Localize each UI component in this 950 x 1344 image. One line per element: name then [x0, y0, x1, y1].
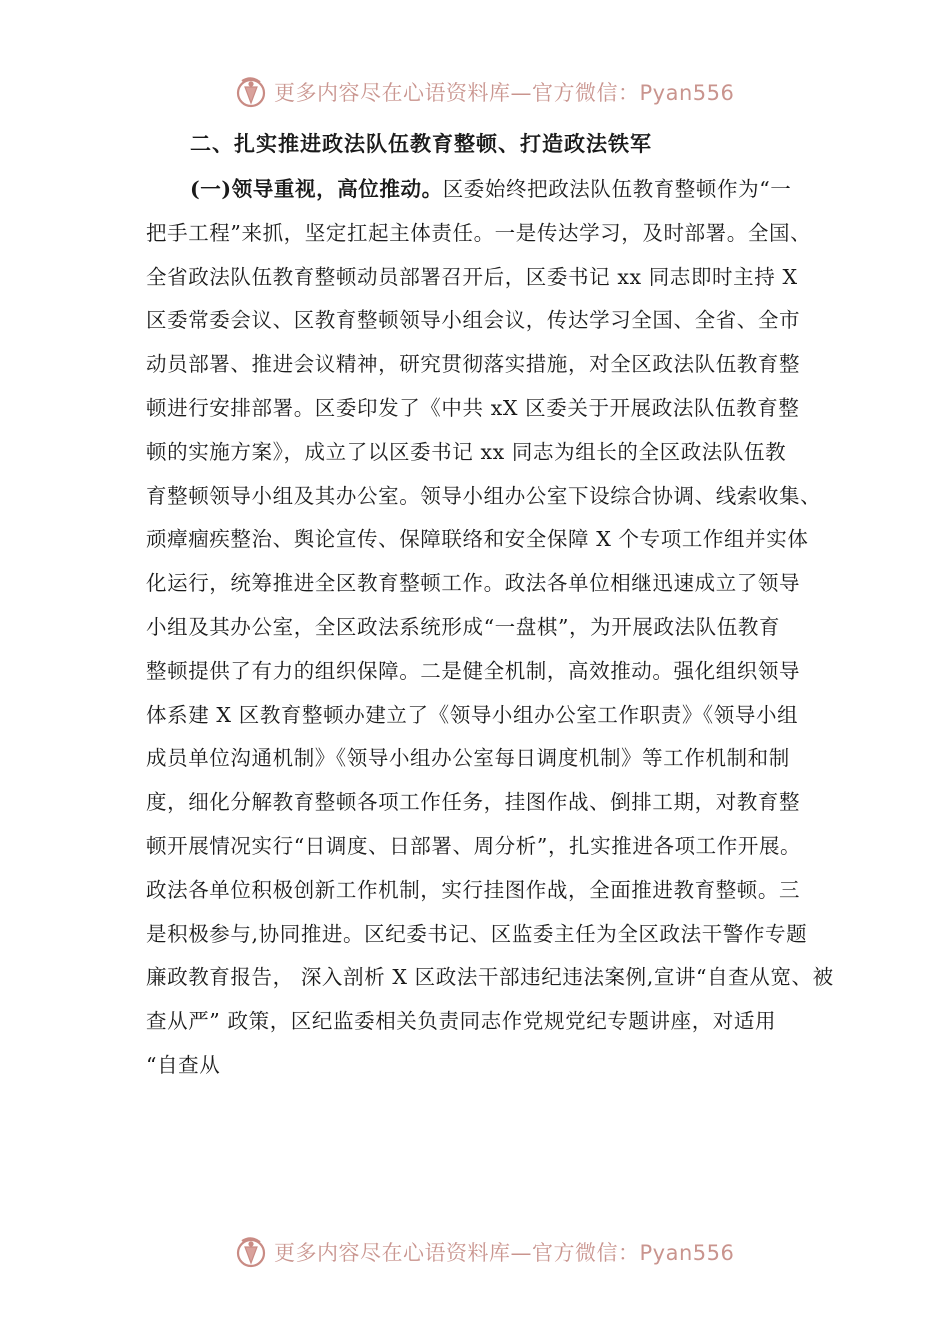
watermark-text: 更多内容尽在心语资料库—官方微信：Pyan556	[274, 1241, 735, 1265]
paragraph-line: 是积极参与,协同推进。区纪委书记、区监委主任为全区政法干警作专题	[146, 921, 808, 946]
paragraph-line: 顽瘴痼疾整治、舆论宣传、保障联络和安全保障 X 个专项工作组并实体	[146, 527, 809, 552]
watermark-text: 更多内容尽在心语资料库—官方微信：Pyan556	[274, 81, 735, 105]
paragraph-line: 整顿提供了有力的组织保障。二是健全机制，高效推动。强化组织领导	[146, 658, 801, 683]
footer-watermark	[232, 1232, 752, 1272]
paragraph-line: 廉政教育报告， 深入剖析 X 区政法干部违纪违法案例,宣讲“自查从宽、被	[146, 965, 834, 990]
paragraph-line: 全省政法队伍教育整顿动员部署召开后，区委书记 xx 同志即时主持 X	[146, 264, 798, 289]
paragraph-line: “自查从	[146, 1052, 221, 1077]
paragraph-line: 顿的实施方案》，成立了以区委书记 xx 同志为组长的全区政法队伍教	[146, 439, 787, 464]
paragraph-line: 顿进行安排部署。区委印发了《中共 xX 区委关于开展政法队伍教育整	[146, 395, 800, 420]
paragraph-line: (一)领导重视，高位推动。区委始终把政法队伍教育整顿作为“一	[190, 177, 792, 201]
paragraph-line: 把手工程”来抓，坚定扛起主体责任。一是传达学习，及时部署。全国、	[146, 220, 812, 245]
logo-icon	[232, 1233, 270, 1271]
paragraph-line: 政法各单位积极创新工作机制，实行挂图作战，全面推进教育整顿。三	[146, 877, 801, 902]
logo-icon	[232, 73, 270, 111]
paragraph-line: 区委常委会议、区教育整顿领导小组会议，传达学习全国、全省、全市	[146, 308, 801, 333]
paragraph-line: 成员单位沟通机制》《领导小组办公室每日调度机制》等工作机制和制	[146, 746, 790, 771]
paragraph-line: 查从严” 政策，区纪监委相关负责同志作党规党纪专题讲座，对适用	[146, 1009, 777, 1034]
section-heading: 二、扎实推进政法队伍教育整顿、打造政法铁军	[190, 131, 652, 156]
body-text	[146, 168, 834, 1088]
paragraph-line: 小组及其办公室，全区政法系统形成“一盘棋”，为开展政法队伍教育	[146, 614, 781, 639]
paragraph-line: 化运行，统筹推进全区教育整顿工作。政法各单位相继迅速成立了领导	[146, 571, 801, 596]
paragraph-line: 体系建 X 区教育整顿办建立了《领导小组办公室工作职责》《领导小组	[146, 702, 799, 727]
paragraph-line: 顿开展情况实行“日调度、日部署、周分析”，扎实推进各项工作开展。	[146, 833, 802, 858]
paragraph-subheading: (一)领导重视，高位推动。	[190, 177, 443, 201]
header-watermark	[232, 72, 752, 112]
paragraph-line: 育整顿领导小组及其办公室。领导小组办公室下设综合协调、线索收集、	[146, 483, 822, 508]
paragraph-line: 度，细化分解教育整顿各项工作任务，挂图作战、倒排工期，对教育整	[146, 790, 801, 815]
paragraph-line: 动员部署、推进会议精神，研究贯彻落实措施，对全区政法队伍教育整	[146, 352, 801, 377]
